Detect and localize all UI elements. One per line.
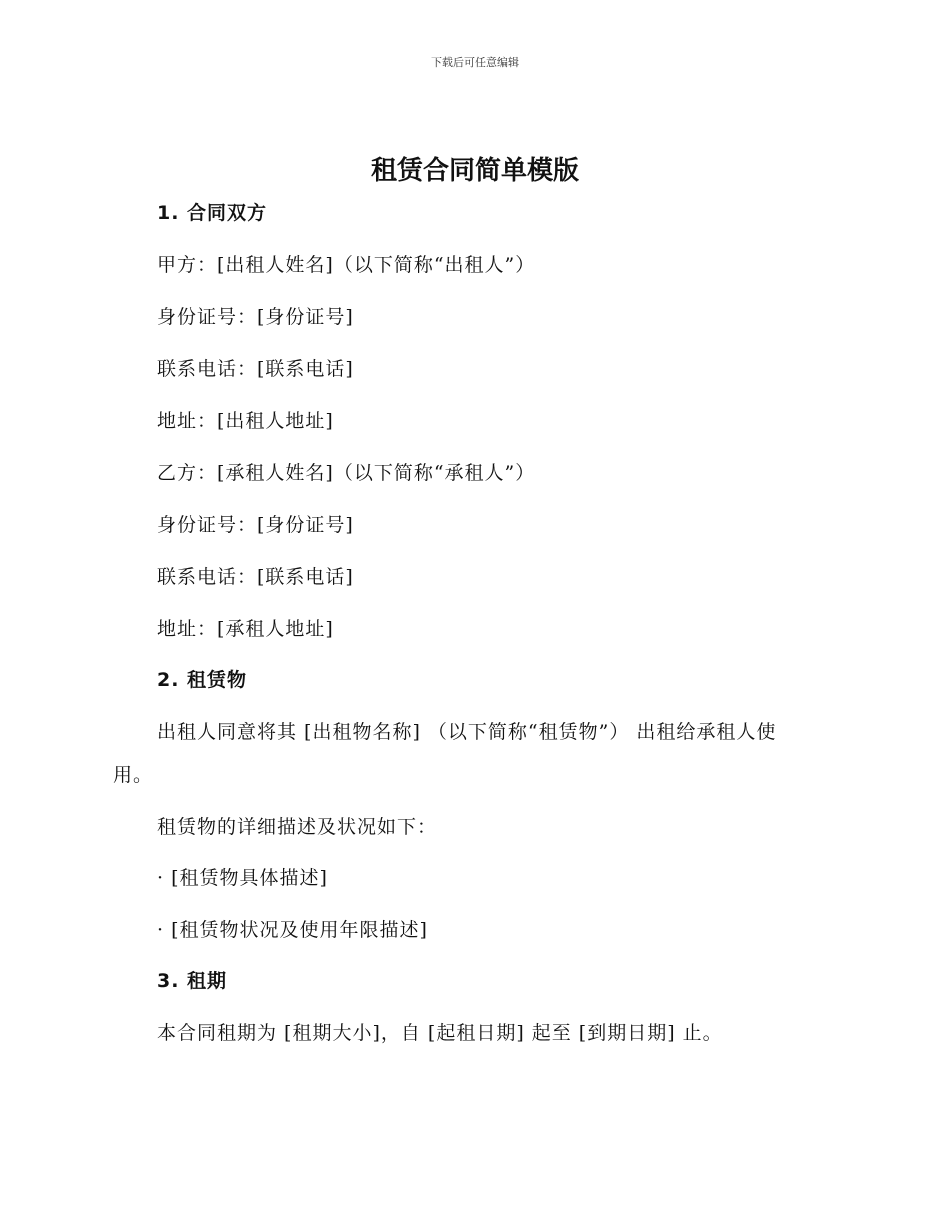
lessee-phone-line: 联系电话：[联系电话] [157, 566, 354, 588]
section-heading-term: 3. 租期 [157, 970, 228, 992]
property-paragraph-line2: 用。 [113, 764, 154, 786]
property-paragraph-line1: 出租人同意将其 [出租物名称] （以下简称“租赁物”） 出租给承租人使 [157, 721, 777, 743]
document-title: 租赁合同简单模版 [370, 156, 579, 186]
page-header-note: 下载后可任意编辑 [431, 56, 519, 69]
section-heading-parties: 1. 合同双方 [157, 202, 268, 224]
lessor-phone-line: 联系电话：[联系电话] [157, 358, 354, 380]
section-heading-property: 2. 租赁物 [157, 669, 248, 691]
lessor-name-line: 甲方：[出租人姓名]（以下简称“出租人”） [157, 254, 536, 276]
lessee-address-line: 地址：[承租人地址] [157, 618, 334, 640]
property-bullet-description: · [租赁物具体描述] [157, 867, 328, 889]
lessee-name-line: 乙方：[承租人姓名]（以下简称“承租人”） [157, 462, 536, 484]
lessee-id-line: 身份证号：[身份证号] [157, 514, 354, 536]
lessor-address-line: 地址：[出租人地址] [157, 410, 334, 432]
property-bullet-condition: · [租赁物状况及使用年限描述] [157, 919, 428, 941]
lessor-id-line: 身份证号：[身份证号] [157, 306, 354, 328]
term-paragraph: 本合同租期为 [租期大小]，自 [起租日期] 起至 [到期日期] 止。 [157, 1022, 723, 1044]
property-description-intro: 租赁物的详细描述及状况如下： [157, 816, 438, 838]
